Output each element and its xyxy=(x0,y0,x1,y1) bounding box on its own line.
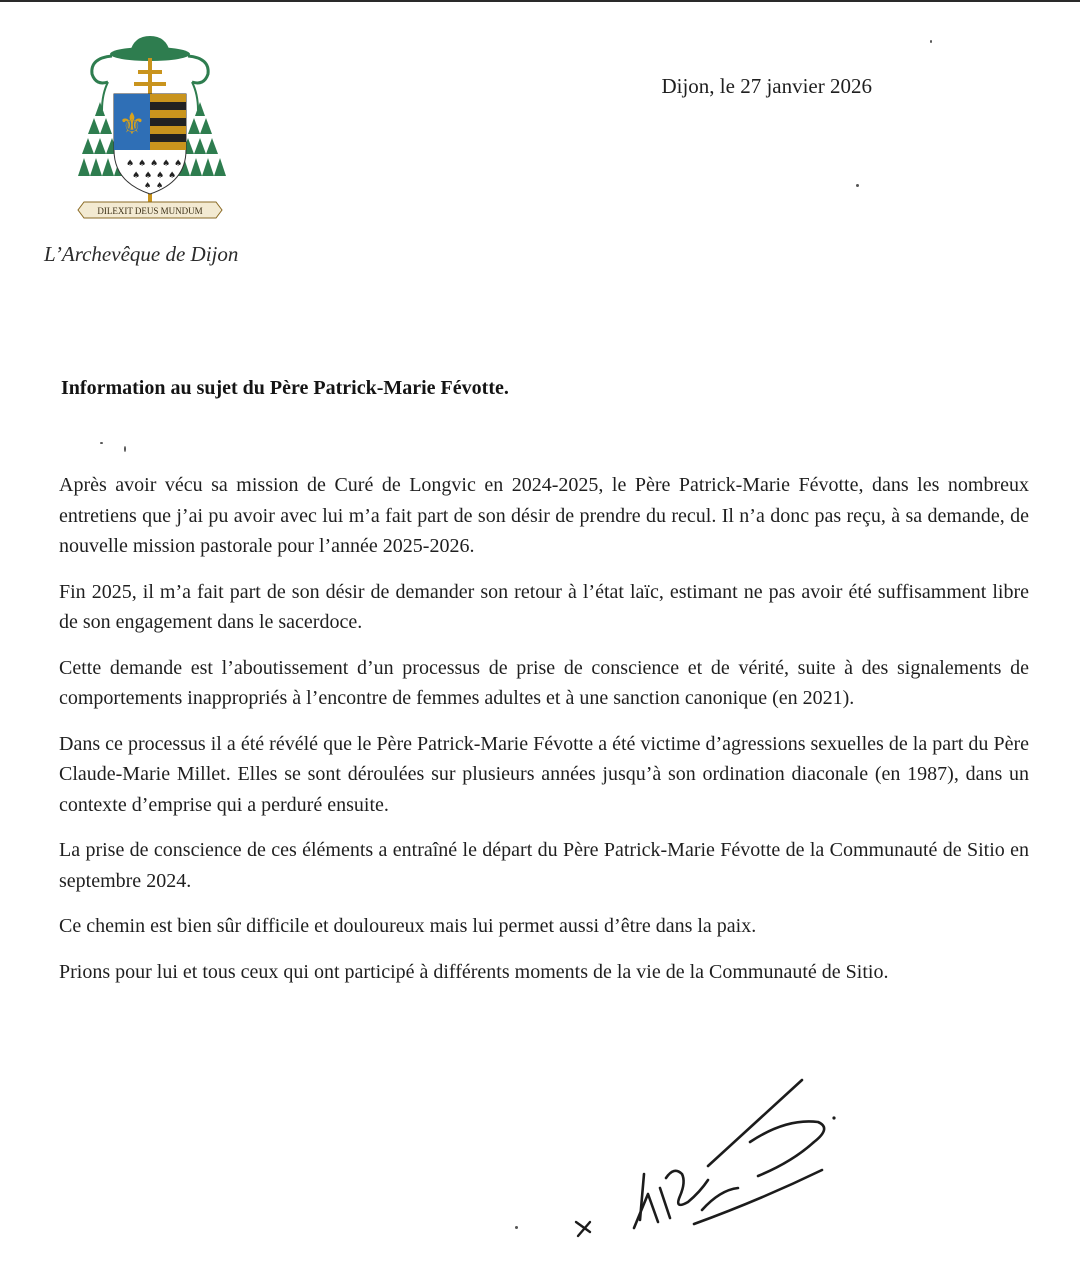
scan-speck xyxy=(930,40,932,43)
letter-subject: Information au sujet du Père Patrick-Marie Févotte. xyxy=(61,377,509,399)
svg-text:♠: ♠ xyxy=(144,181,152,190)
scan-speck xyxy=(515,1226,518,1229)
svg-text:♠: ♠ xyxy=(168,171,177,181)
paragraph-3: Cette demande est l’aboutissement d’un processus de prise de conscience et de vérité, suite à des signalements de comportements inappropriés à l’encontre de femmes adultes et à une sanction canonique (en 2021). xyxy=(59,656,1029,709)
paragraph-1: Après avoir vécu sa mission de Curé de Longvic en 2024-2025, le Père Patrick-Marie Févotte, dans les nombreux entretiens que j’ai pu avoir avec lui m’a fait part de son désir de prendre du recul. Il n’a donc pas reçu, à sa demande, de nouvelle mission pastorale pour l’année 2025-2026. xyxy=(59,474,1029,557)
page-top-border xyxy=(0,0,1080,2)
svg-text:♠: ♠ xyxy=(132,171,141,181)
svg-text:DILEXIT DEUS MUNDUM: DILEXIT DEUS MUNDUM xyxy=(97,206,203,216)
paragraph-5: La prise de conscience de ces éléments a entraîné le départ du Père Patrick-Marie Févotte de la Communauté de Sitio en septembre 2024. xyxy=(59,839,1029,892)
svg-text:♠: ♠ xyxy=(138,159,147,169)
svg-text:♠: ♠ xyxy=(162,159,171,169)
paragraph-2: Fin 2025, il m’a fait part de son désir de demander son retour à l’état laïc, estimant ne pas avoir été suffisamment libre de son engagement dans le sacerdoce. xyxy=(59,580,1029,633)
handwritten-signature xyxy=(570,1070,850,1260)
scan-speck xyxy=(100,442,103,444)
letter-date: Dijon, le 27 janvier 2026 xyxy=(661,74,872,98)
archbishop-coat-of-arms-logo xyxy=(62,30,262,235)
svg-text:♠: ♠ xyxy=(156,171,165,181)
svg-text:⚜: ⚜ xyxy=(118,107,146,142)
sender-title: L’Archevêque de Dijon xyxy=(44,242,239,266)
svg-text:♠: ♠ xyxy=(174,159,183,169)
scan-speck xyxy=(856,184,859,187)
svg-text:♠: ♠ xyxy=(156,181,164,190)
paragraph-4: Dans ce processus il a été révélé que le Père Patrick-Marie Févotte a été victime d’agressions sexuelles de la part du Père Claude-Marie Millet. Elles se sont déroulées sur plusieurs années jusqu’à son ordination diaconale (en 1987), dans un contexte d’emprise qui a perduré ensuite. xyxy=(59,732,1029,816)
paragraph-6: Ce chemin est bien sûr difficile et douloureux mais lui permet aussi d’être dans la paix. xyxy=(59,915,757,937)
svg-text:♠: ♠ xyxy=(126,159,135,169)
svg-text:♠: ♠ xyxy=(150,159,159,169)
letter-body xyxy=(59,470,1029,1002)
paragraph-7: Prions pour lui et tous ceux qui ont participé à différents moments de la vie de la Communauté de Sitio. xyxy=(59,960,889,983)
scan-speck xyxy=(124,446,126,452)
svg-text:♠: ♠ xyxy=(144,171,153,181)
